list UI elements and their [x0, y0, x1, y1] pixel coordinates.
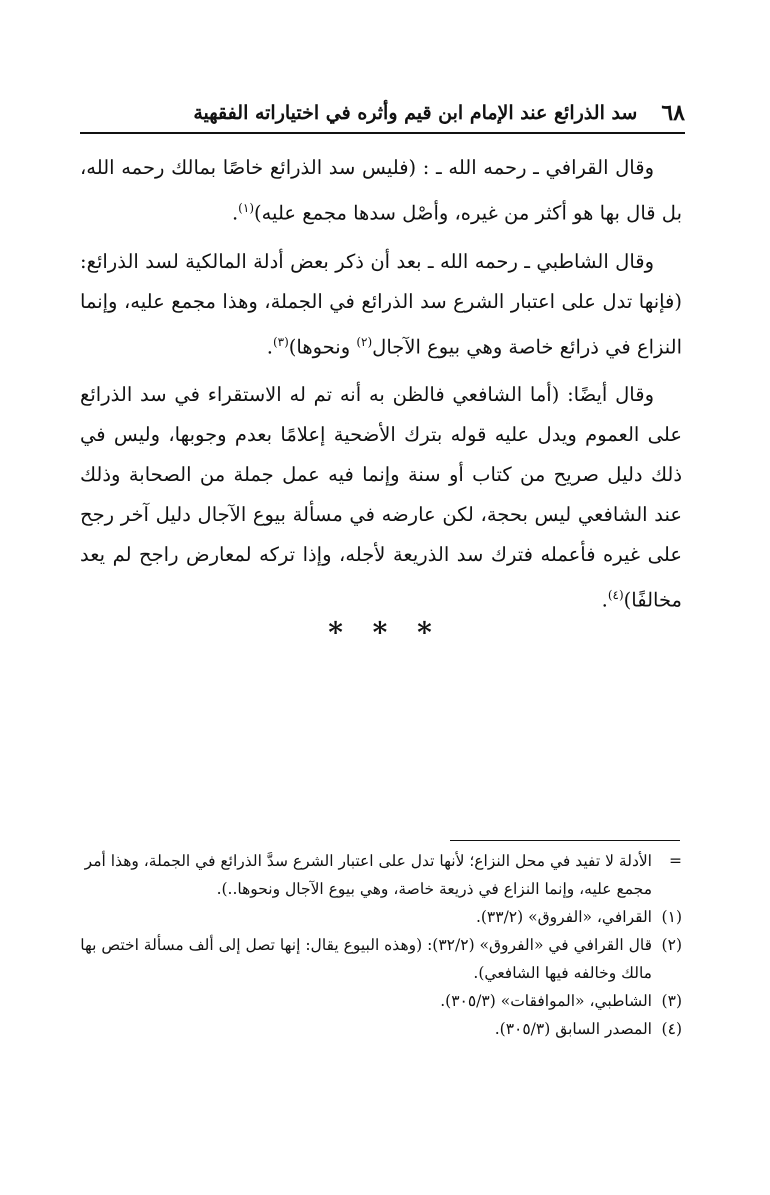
footnote-2: (٢) قال القرافي في «الفروق» (٣٢/٢): (وهذه البيوع يقال: إنها تصل إلى ألف مسألة اختص بها مالك وخالفه فيها الشافعي).: [80, 936, 682, 982]
footnote-ref-3: (٣): [272, 334, 289, 349]
section-separator: * * *: [328, 616, 442, 649]
running-title: سد الذرائع عند الإمام ابن قيم وأثره في اختياراته الفقهية: [193, 102, 638, 124]
footnote-ref-1: (١): [238, 201, 254, 215]
page-number: ٦٨: [661, 100, 685, 126]
page-header: [80, 88, 685, 134]
paragraph-qarafi: وقال القرافي ـ رحمه الله ـ : (فليس سد الذرائع خاصًا بمالك رحمه الله، بل قال بها هو أكثر من غيره، وأصْل سدها مجمع عليه)$^{(١)}$.: [80, 156, 682, 225]
footnote-continued: = الأدلة لا تفيد في محل النزاع؛ لأنها تدل على اعتبار الشرع سدَّ الذرائع في الجملة، وهذا أمر مجمع عليه، وإنما النزاع في ذريعة خاصة، وهي بيوع الآجال ونحوها..).: [84, 852, 682, 898]
main-text: [80, 148, 682, 629]
paragraph-shatibi: وقال الشاطبي ـ رحمه الله ـ بعد أن ذكر بعض أدلة المالكية لسد الذرائع: (فإنها تدل على اعتبار الشرع سد الذرائع في الجملة، وهذا مجمع عليه، وإنما النزاع في ذرائع خاصة وهي بيوع الآجال$^{(٢)}$ ونحوها)$^{(٣)}$.: [80, 249, 682, 358]
footnotes: [80, 847, 682, 1043]
footnote-ref-4: (٤): [607, 588, 624, 602]
paragraph-shafii: وقال أيضًا: (أما الشافعي فالظن به أنه تم له الاستقراء في سد الذرائع على العموم ويدل عليه قوله بترك الأضحية إعلامًا بعدم وجوبها، وليس في ذلك دليل صريح من كتاب أو سنة وإنما فيه عمل جملة من الصحابة وذلك عند الشافعي ليس بحجة، لكن عارضه في مسألة بيوع الآجال دليل آخر رجح على غيره فأعمله فترك سد الذريعة لأجله، وإذا تركه لمعارض راجح لم يعد مخالفًا)$^{(٤)}$.: [80, 383, 682, 612]
footnote-3: (٣) الشاطبي، «الموافقات» (٣٠٥/٣).: [440, 992, 682, 1010]
footnote-4: (٤) المصدر السابق (٣٠٥/٣).: [494, 1020, 682, 1038]
footnote-ref-2: (٢): [356, 334, 373, 349]
footnote-1: (١) القرافي، «الفروق» (٣٣/٢).: [475, 908, 682, 926]
footnote-divider: [450, 840, 680, 841]
